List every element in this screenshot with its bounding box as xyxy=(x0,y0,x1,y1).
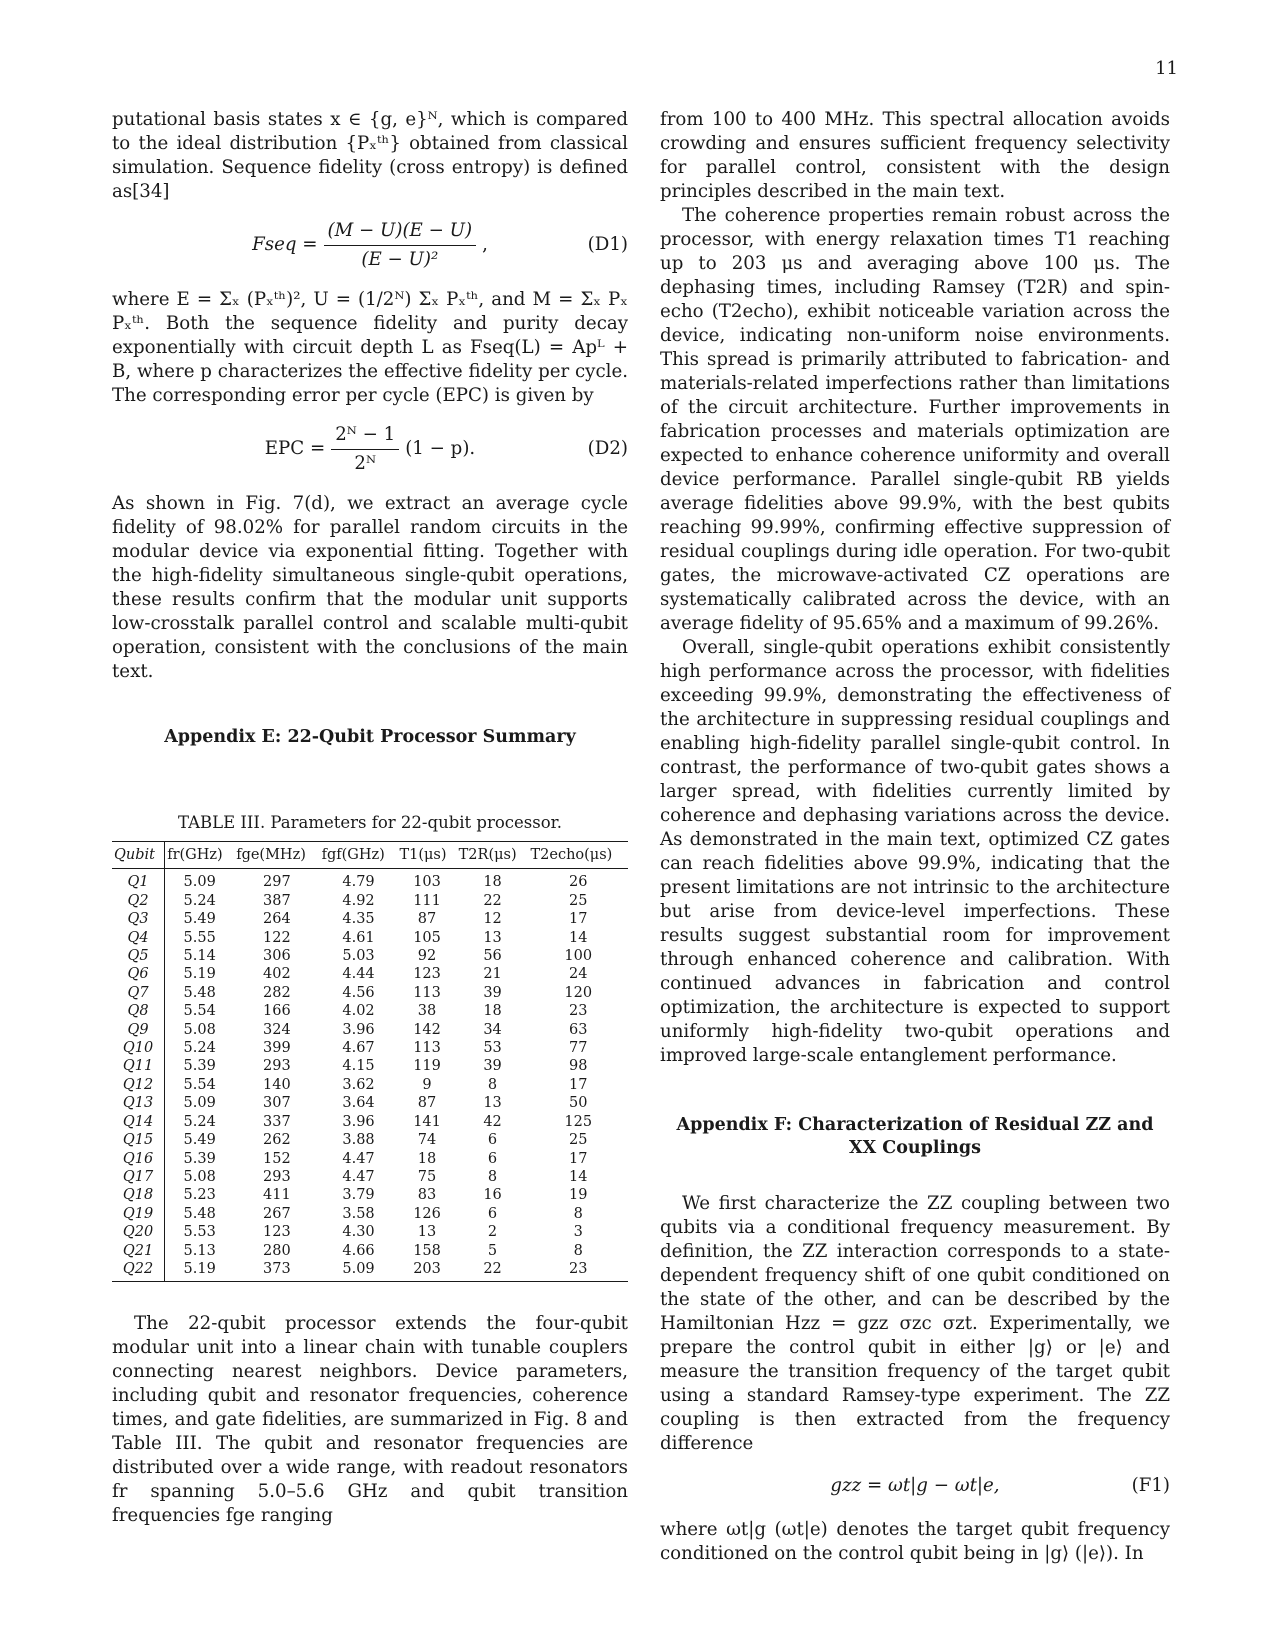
table-cell: 373 xyxy=(263,1260,291,1277)
qubit-label-cell: Q16 xyxy=(112,1150,165,1168)
table-cell: 5.03 xyxy=(342,948,375,965)
table-cell: 4.47 xyxy=(342,1168,375,1185)
table-cell: 75 xyxy=(417,1168,437,1185)
table-cell: 141 xyxy=(413,1113,441,1130)
column-header: T2R(μs) xyxy=(458,847,517,863)
table-cell: 293 xyxy=(263,1168,291,1185)
table-row xyxy=(112,1131,628,1149)
table-cell: 12 xyxy=(483,911,502,928)
table-cell: 17 xyxy=(569,911,588,928)
table-cell: 5.19 xyxy=(183,966,216,983)
table-row xyxy=(112,1039,628,1057)
table-cell: 56 xyxy=(483,948,502,965)
table-cell: 18 xyxy=(417,1150,437,1167)
table-cell: 4.67 xyxy=(342,1040,375,1057)
table-cell: 105 xyxy=(413,929,441,946)
table-cell: 87 xyxy=(417,911,437,928)
table-cell: 5.53 xyxy=(183,1224,216,1241)
table-cell: 3.79 xyxy=(342,1187,375,1204)
paragraph: The 22-qubit processor extends the four-qubit modular unit into a linear chain with tunable couplers connecting nearest neighbors. Device parameters, including qubit and resonator frequencies, coherence times, and gate fidelities, are summarized in Fig. 8 and Table III. The qubit and resonator frequencies are distributed over a wide range, with readout resonators fr spanning 5.0–5.6 GHz and qubit transition frequencies fge ranging xyxy=(112,1313,628,1527)
table-row xyxy=(112,910,628,928)
table-cell: 103 xyxy=(413,874,441,891)
paragraph: where E = Σₓ (Pₓᵗʰ)², U = (1/2ᴺ) Σₓ Pₓᵗʰ, and M = Σₓ Pₓ Pₓᵗʰ. Both the sequence fidelity and purity decay exponentially with circuit depth L as Fseq(L) = Apᴸ + B, where p characterizes the effective fidelity per cycle. The corresponding error per cycle (EPC) is given by xyxy=(112,289,628,406)
equation-numerator: 2ᴺ − 1 xyxy=(331,423,399,450)
equation-label: (F1) xyxy=(1131,1475,1170,1496)
table-cell: 5.23 xyxy=(183,1187,216,1204)
table-cell: 5.13 xyxy=(183,1242,216,1259)
table-cell: 399 xyxy=(263,1040,291,1057)
section-heading: Appendix E: 22-Qubit Processor Summary xyxy=(164,727,576,747)
table-row xyxy=(112,1057,628,1075)
column-header: T1(μs) xyxy=(399,847,447,863)
table-row xyxy=(112,1168,628,1186)
table-cell: 5.14 xyxy=(183,948,216,965)
table-cell: 100 xyxy=(564,948,593,965)
table-cell: 19 xyxy=(569,1187,588,1204)
equation-tail: (1 − p). xyxy=(405,438,476,459)
table-cell: 3.62 xyxy=(342,1076,375,1093)
table-cell: 13 xyxy=(483,929,502,946)
table-cell: 297 xyxy=(263,874,291,891)
table-cell: 5.08 xyxy=(183,1168,216,1185)
table-cell: 324 xyxy=(263,1021,291,1038)
table-cell: 92 xyxy=(417,948,437,965)
qubit-label-cell: Q1 xyxy=(112,869,165,892)
table-cell: 22 xyxy=(483,1260,502,1277)
table-cell: 4.61 xyxy=(342,929,375,946)
column-header: Qubit xyxy=(112,842,165,869)
table-cell: 38 xyxy=(417,1003,437,1020)
equation-denominator: 2ᴺ xyxy=(354,452,377,474)
table-row xyxy=(112,869,628,892)
table-cell: 9 xyxy=(422,1076,432,1093)
table-row xyxy=(112,1223,628,1241)
qubit-label-cell: Q18 xyxy=(112,1186,165,1204)
table-cell: 23 xyxy=(569,1260,588,1277)
table-cell: 119 xyxy=(413,1058,441,1075)
table-cell: 411 xyxy=(263,1187,291,1204)
table-cell: 4.35 xyxy=(342,911,375,928)
table-cell: 262 xyxy=(263,1132,291,1149)
equation-fraction xyxy=(324,219,477,272)
table-caption: TABLE III. Parameters for 22-qubit processor. xyxy=(178,813,562,832)
table-cell: 4.44 xyxy=(342,966,375,983)
equation-fraction xyxy=(331,423,399,476)
table-cell: 113 xyxy=(413,1040,441,1057)
equation-lhs: Fseq = xyxy=(252,234,318,255)
table-header-row xyxy=(112,842,628,869)
table-cell: 5.49 xyxy=(183,911,216,928)
table-cell: 280 xyxy=(263,1242,291,1259)
table-cell: 5.09 xyxy=(183,874,216,891)
table-cell: 14 xyxy=(569,929,588,946)
left-column xyxy=(112,108,628,1528)
column-header: fge(MHz) xyxy=(236,847,306,863)
table-cell: 402 xyxy=(263,966,291,983)
table-cell: 13 xyxy=(483,1095,502,1112)
qubit-label-cell: Q4 xyxy=(112,929,165,947)
table-cell: 4.66 xyxy=(342,1242,375,1259)
table-cell: 5.19 xyxy=(183,1260,216,1277)
qubit-label-cell: Q9 xyxy=(112,1021,165,1039)
table-cell: 125 xyxy=(564,1113,593,1130)
table-cell: 166 xyxy=(263,1003,291,1020)
table-cell: 2 xyxy=(487,1224,498,1241)
table-row xyxy=(112,892,628,910)
table-cell: 74 xyxy=(417,1132,437,1149)
table-cell: 3.64 xyxy=(342,1095,375,1112)
table-cell: 5.39 xyxy=(183,1150,216,1167)
table-row xyxy=(112,929,628,947)
table-cell: 158 xyxy=(413,1242,441,1259)
table-cell: 98 xyxy=(569,1058,588,1075)
table-cell: 16 xyxy=(483,1187,502,1204)
table-cell: 306 xyxy=(263,948,291,965)
equation-body: gzz = ωt|g − ωt|e, xyxy=(830,1475,1000,1496)
table-cell: 63 xyxy=(569,1021,588,1038)
table-cell: 4.47 xyxy=(342,1150,375,1167)
column-header: fr(GHz) xyxy=(167,847,223,863)
table-cell: 8 xyxy=(487,1076,498,1093)
table-cell: 42 xyxy=(483,1113,502,1130)
qubit-label-cell: Q21 xyxy=(112,1242,165,1260)
table-cell: 140 xyxy=(263,1076,291,1093)
table-row xyxy=(112,1021,628,1039)
table-cell: 18 xyxy=(483,874,502,891)
table-cell: 5.08 xyxy=(183,1021,216,1038)
table-cell: 8 xyxy=(573,1205,583,1222)
table-cell: 14 xyxy=(569,1168,588,1185)
table-row xyxy=(112,1113,628,1131)
table-row xyxy=(112,1186,628,1204)
table-cell: 111 xyxy=(413,892,441,909)
table-cell: 4.02 xyxy=(342,1003,375,1020)
table-cell: 123 xyxy=(413,966,441,983)
qubit-label-cell: Q7 xyxy=(112,984,165,1002)
table-row xyxy=(112,1150,628,1168)
table-cell: 25 xyxy=(569,892,588,909)
table-cell: 5.48 xyxy=(183,1205,216,1222)
table-cell: 307 xyxy=(263,1095,291,1112)
table-cell: 5.49 xyxy=(183,1132,216,1149)
table-cell: 4.15 xyxy=(342,1058,375,1075)
table-cell: 4.92 xyxy=(342,892,375,909)
table-row xyxy=(112,1260,628,1282)
table-cell: 39 xyxy=(483,984,502,1001)
table-row xyxy=(112,1076,628,1094)
table-cell: 25 xyxy=(569,1132,588,1149)
table-cell: 77 xyxy=(569,1040,588,1057)
table-cell: 5.55 xyxy=(183,929,216,946)
qubit-label-cell: Q6 xyxy=(112,965,165,983)
table-cell: 6 xyxy=(487,1150,498,1167)
table-cell: 3.96 xyxy=(342,1113,375,1130)
table-cell: 5.09 xyxy=(342,1260,375,1277)
column-header: T2echo(μs) xyxy=(530,847,613,863)
equation-label: (D1) xyxy=(587,234,628,255)
table-cell: 123 xyxy=(263,1224,291,1241)
section-heading: Appendix F: Characterization of Residual ZZ and XX Couplings xyxy=(676,1115,1154,1158)
table-cell: 5.24 xyxy=(183,1113,216,1130)
table-cell: 3.58 xyxy=(342,1205,375,1222)
equation-d1 xyxy=(112,218,628,272)
equation-f1 xyxy=(660,1470,1170,1502)
table-cell: 152 xyxy=(263,1150,291,1167)
qubit-label-cell: Q15 xyxy=(112,1131,165,1149)
table-cell: 3.96 xyxy=(342,1021,375,1038)
table-cell: 4.56 xyxy=(342,984,375,1001)
paragraph: where ωt|g (ωt|e) denotes the target qubit frequency conditioned on the control qubit being in |g⟩ (|e⟩). In xyxy=(660,1519,1170,1564)
table-cell: 34 xyxy=(483,1021,502,1038)
table-cell: 21 xyxy=(483,966,502,983)
table-row xyxy=(112,1205,628,1223)
table-cell: 83 xyxy=(417,1187,437,1204)
table-cell: 5.39 xyxy=(183,1058,216,1075)
right-column xyxy=(660,108,1170,1566)
qubit-label-cell: Q2 xyxy=(112,892,165,910)
qubit-label-cell: Q8 xyxy=(112,1002,165,1020)
table-cell: 337 xyxy=(263,1113,291,1130)
equation-label: (D2) xyxy=(587,438,628,459)
table-cell: 87 xyxy=(417,1095,437,1112)
table-cell: 5.48 xyxy=(183,984,216,1001)
table-row xyxy=(112,1002,628,1020)
equation-lhs: EPC = xyxy=(264,438,326,459)
table-cell: 3 xyxy=(573,1224,583,1241)
equation-tail: , xyxy=(482,234,488,255)
table-cell: 5.54 xyxy=(183,1076,216,1093)
table-cell: 142 xyxy=(413,1021,441,1038)
table-row xyxy=(112,1242,628,1260)
table-cell: 4.30 xyxy=(342,1224,375,1241)
table-cell: 126 xyxy=(413,1205,441,1222)
table-cell: 6 xyxy=(487,1205,498,1222)
paragraph: As shown in Fig. 7(d), we extract an average cycle fidelity of 98.02% for parallel random circuits in the modular device via exponential fitting. Together with the high-fidelity simultaneous single-qubit operations, these results confirm that the modular unit supports low-crosstalk parallel control and scalable multi-qubit operation, consistent with the conclusions of the main text. xyxy=(112,493,628,682)
paragraph: The coherence properties remain robust across the processor, with energy relaxation times T1 reaching up to 203 μs and averaging above 100 μs. The dephasing times, including Ramsey (T2R) and spin-echo (T2echo), exhibit noticeable variation across the device, indicating non-uniform noise environments. This spread is primarily attributed to fabrication- and materials-related imperfections rather than limitations of the circuit architecture. Further improvements in fabrication processes and materials optimization are expected to enhance coherence uniformity and overall device performance. Parallel single-qubit RB yields average fidelities above 99.9%, with the best qubits reaching 99.99%, confirming effective suppression of residual couplings during idle operation. For two-qubit gates, the microwave-activated CZ operations are systematically calibrated across the device, with an average fidelity of 95.65% and a maximum of 99.26%. xyxy=(660,205,1170,634)
parameters-table xyxy=(112,841,628,1282)
table-row xyxy=(112,947,628,965)
table-cell: 387 xyxy=(263,892,291,909)
paragraph: Overall, single-qubit operations exhibit consistently high performance across the processor, with fidelities exceeding 99.9%, demonstrating the effectiveness of the architecture in suppressing residual couplings and enabling high-fidelity parallel single-qubit control. In contrast, the performance of two-qubit gates shows a larger spread, with fidelities currently limited by coherence and dephasing variations across the device. As demonstrated in the main text, optimized CZ gates can reach fidelities above 99.9%, indicating that the present limitations are not intrinsic to the architecture but arise from device-level imperfections. These results suggest substantial room for improvement through enhanced coherence and calibration. With continued advances in fabrication and control optimization, the architecture is expected to support uniformly high-fidelity two-qubit operations and improved large-scale entanglement performance. xyxy=(660,637,1170,1066)
table-cell: 22 xyxy=(483,892,502,909)
table-cell: 4.79 xyxy=(342,874,375,891)
equation-d2 xyxy=(112,422,628,476)
table-cell: 18 xyxy=(483,1003,502,1020)
table-cell: 5.54 xyxy=(183,1003,216,1020)
table-cell: 53 xyxy=(483,1040,502,1057)
table-cell: 264 xyxy=(263,911,291,928)
table-cell: 5.24 xyxy=(183,892,216,909)
paragraph: putational basis states x ∈ {g, e}ᴺ, which is compared to the ideal distribution {Pₓᵗʰ} obtained from classical simulation. Sequence fidelity (cross entropy) is defined as[34] xyxy=(112,109,628,202)
table-cell: 24 xyxy=(569,966,588,983)
table-cell: 120 xyxy=(564,984,593,1001)
table-cell: 8 xyxy=(573,1242,583,1259)
table-cell: 113 xyxy=(413,984,441,1001)
table-cell: 26 xyxy=(569,874,588,891)
table-block xyxy=(112,811,628,1282)
qubit-label-cell: Q22 xyxy=(112,1260,165,1282)
table-cell: 17 xyxy=(569,1076,588,1093)
table-cell: 50 xyxy=(569,1095,588,1112)
table-row xyxy=(112,965,628,983)
qubit-label-cell: Q19 xyxy=(112,1205,165,1223)
qubit-label-cell: Q13 xyxy=(112,1094,165,1112)
equation-numerator: (M − U)(E − U) xyxy=(324,219,477,246)
paragraph: from 100 to 400 MHz. This spectral allocation avoids crowding and ensures sufficient frequency selectivity for parallel control, consistent with the design principles described in the main text. xyxy=(660,109,1170,202)
qubit-label-cell: Q5 xyxy=(112,947,165,965)
qubit-label-cell: Q20 xyxy=(112,1223,165,1241)
table-cell: 267 xyxy=(263,1205,291,1222)
page-number: 11 xyxy=(1155,58,1178,79)
table-cell: 5 xyxy=(487,1242,498,1259)
table-body xyxy=(112,869,628,1282)
table-cell: 6 xyxy=(487,1132,498,1149)
column-header: fgf(GHz) xyxy=(321,847,385,863)
qubit-label-cell: Q11 xyxy=(112,1057,165,1075)
table-cell: 8 xyxy=(487,1168,498,1185)
table-cell: 203 xyxy=(413,1260,441,1277)
table-cell: 293 xyxy=(263,1058,291,1075)
paragraph: We first characterize the ZZ coupling between two qubits via a conditional frequency measurement. By definition, the ZZ interaction corresponds to a state-dependent frequency shift of one qubit conditioned on the state of the other, and can be described by the Hamiltonian Hzz = gzz σzc σzt. Experimentally, we prepare the control qubit in either |g⟩ or |e⟩ and measure the transition frequency of the target qubit using a standard Ramsey-type experiment. The ZZ coupling is then extracted from the frequency difference xyxy=(660,1193,1170,1454)
equation-denominator: (E − U)² xyxy=(361,248,439,270)
table-cell: 23 xyxy=(569,1003,588,1020)
qubit-label-cell: Q12 xyxy=(112,1076,165,1094)
table-cell: 122 xyxy=(263,929,291,946)
table-cell: 17 xyxy=(569,1150,588,1167)
table-cell: 39 xyxy=(483,1058,502,1075)
qubit-label-cell: Q17 xyxy=(112,1168,165,1186)
table-cell: 282 xyxy=(263,984,291,1001)
table-row xyxy=(112,1094,628,1112)
qubit-label-cell: Q10 xyxy=(112,1039,165,1057)
table-cell: 5.24 xyxy=(183,1040,216,1057)
qubit-label-cell: Q3 xyxy=(112,910,165,928)
table-cell: 13 xyxy=(417,1224,437,1241)
table-cell: 5.09 xyxy=(183,1095,216,1112)
table-row xyxy=(112,984,628,1002)
table-cell: 3.88 xyxy=(342,1132,375,1149)
qubit-label-cell: Q14 xyxy=(112,1113,165,1131)
